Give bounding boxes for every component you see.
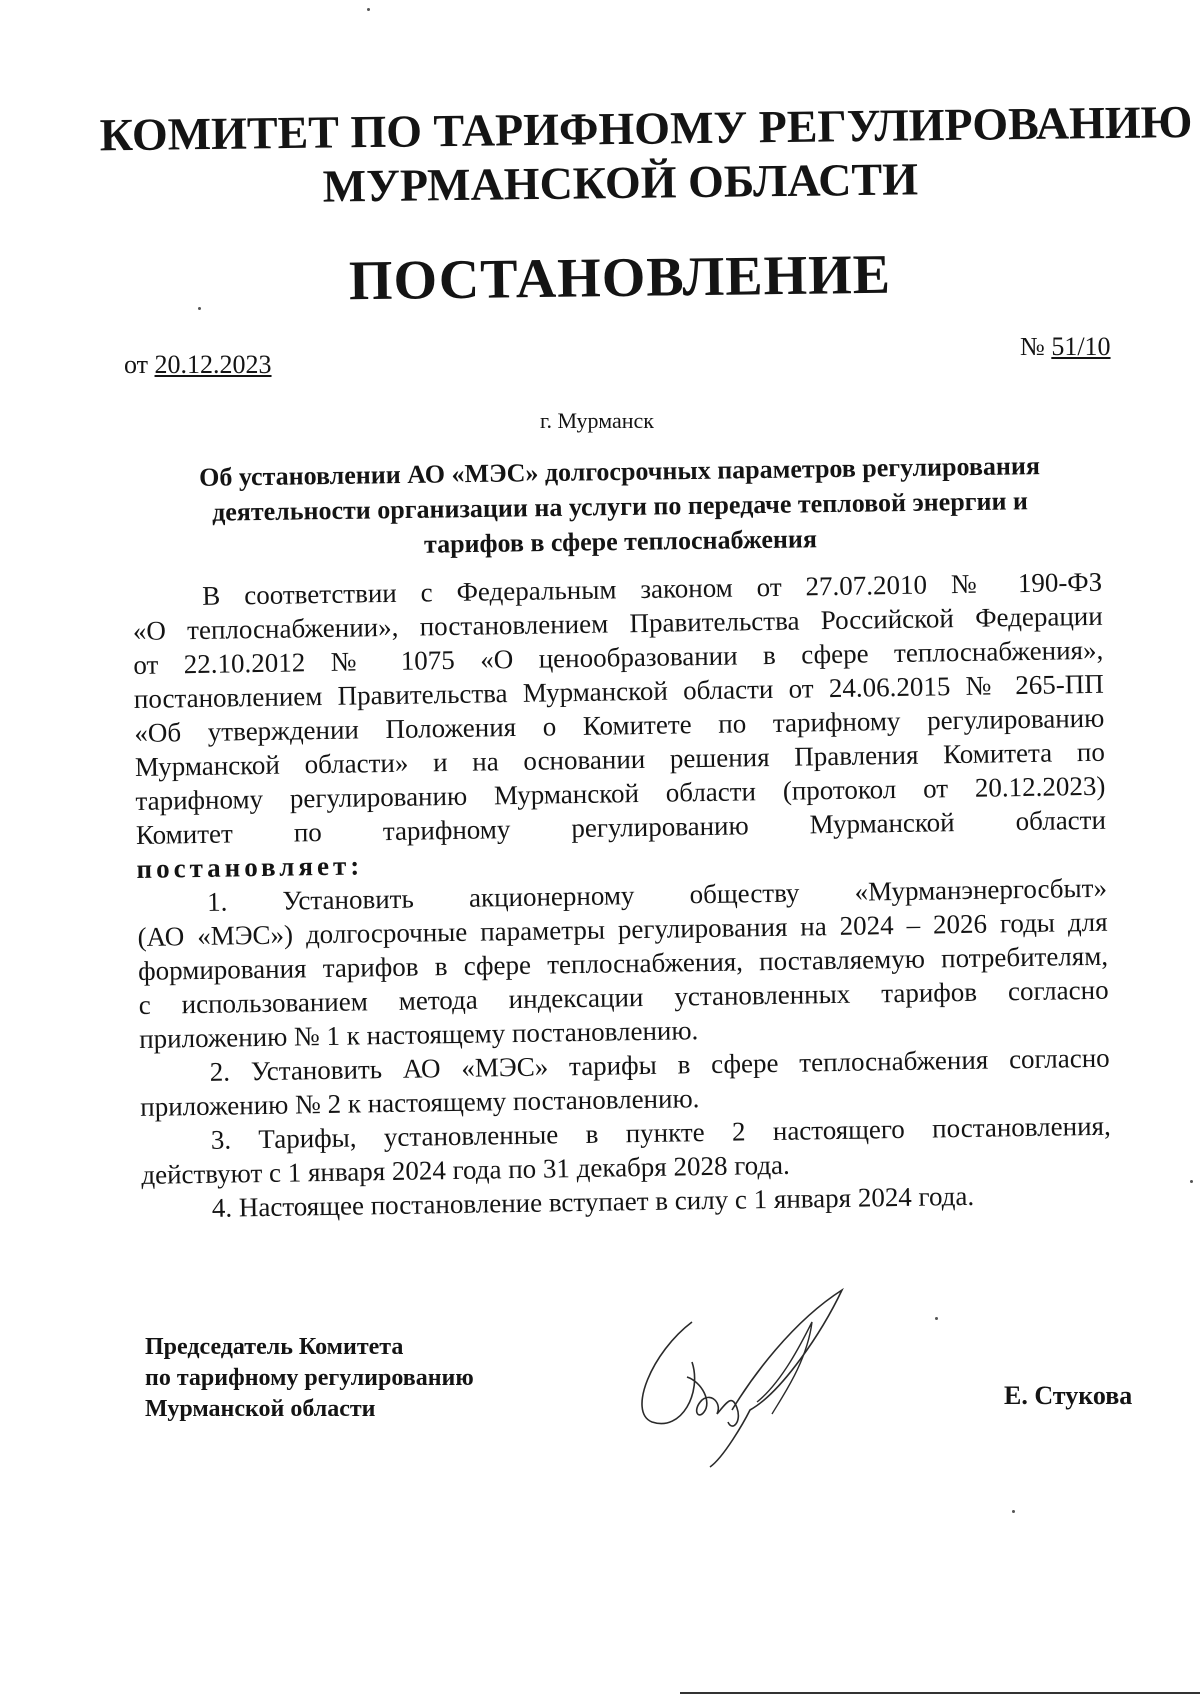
document-type: ПОСТАНОВЛЕНИЕ <box>348 243 892 313</box>
body-line: «О теплоснабжении», постановлением Правительства Российской Федерации <box>132 600 1103 646</box>
date-value: 20.12.2023 <box>154 350 272 379</box>
signatory-title <box>145 1332 474 1425</box>
city: г. Мурманск <box>540 408 654 433</box>
scan-speck <box>367 8 370 11</box>
clause-1-line: (АО «МЭС») долгосрочные параметры регулирования на 2024 – 2026 годы для <box>137 906 1108 952</box>
document-body <box>132 565 1112 1226</box>
subject-line: тарифов в сфере теплоснабжения <box>423 524 818 559</box>
date-prefix: от <box>124 350 149 379</box>
committee-title-line2: МУРМАНСКОЙ ОБЛАСТИ <box>322 153 919 212</box>
body-line: В соответствии с Федеральным законом от 27.07.2010 № 190-ФЗ <box>202 566 1103 611</box>
clause-4-line: 4. Настоящее постановление вступает в силу с 1 января 2024 года. <box>211 1180 975 1223</box>
clause-1-line: 1. Установить акционерному обществу «Мурманэнергосбыт» <box>206 872 1108 917</box>
body-line: Комитет по тарифному регулированию Мурманской области <box>135 804 1107 850</box>
committee-title <box>99 96 1193 217</box>
clause-2-line: приложению № 2 к настоящему постановлению. <box>140 1083 700 1122</box>
scan-edge-line <box>680 1692 1200 1694</box>
body-line: «Об утверждении Положения о Комитете по тарифному регулированию <box>134 702 1105 748</box>
committee-title-line1: КОМИТЕТ ПО ТАРИФНОМУ РЕГУЛИРОВАНИЮ <box>99 96 1193 161</box>
scan-speck <box>935 1317 938 1320</box>
subject-line: Об установлении АО «МЭС» долгосрочных параметров регулирования <box>198 451 1041 492</box>
body-line: постановлением Правительства Мурманской области от 24.06.2015 № 265-ПП <box>133 668 1104 714</box>
number-value: 51/10 <box>1051 332 1111 361</box>
scan-speck <box>198 307 201 310</box>
body-line: тарифному регулированию Мурманской области (протокол от 20.12.2023) <box>135 770 1106 816</box>
clause-1-line: с использованием метода индексации установленных тарифов согласно <box>138 974 1109 1020</box>
body-line: от 22.10.2012 № 1075 «О ценообразовании в сфере теплоснабжения», <box>133 634 1104 680</box>
clause-3-line: действуют с 1 января 2024 года по 31 декабря 2028 года. <box>141 1149 791 1190</box>
body-line: Мурманской области» и на основании решения Правления Комитета по <box>134 736 1106 782</box>
document-number <box>1020 332 1111 362</box>
clause-2-line: 2. Установить АО «МЭС» тарифы в сфере теплоснабжения согласно <box>209 1042 1110 1087</box>
signatory-title-line: Председатель Комитета <box>145 1334 404 1360</box>
clause-1-line: формирования тарифов в сфере теплоснабжения, поставляемую потребителям, <box>137 940 1109 986</box>
document-date <box>124 350 272 380</box>
subject-line: деятельности организации на услуги по передаче тепловой энергии и <box>211 486 1029 527</box>
signatory-name: Е. Стукова <box>1004 1381 1133 1410</box>
clause-1-line: приложению № 1 к настоящему постановлению. <box>138 1015 699 1054</box>
document-subject <box>129 447 1110 566</box>
scan-speck <box>1012 1510 1015 1513</box>
scan-speck <box>1190 1180 1193 1183</box>
signatory-title-line: Мурманской области <box>145 1396 376 1422</box>
signatory-title-line: по тарифному регулированию <box>145 1365 474 1391</box>
handwritten-signature <box>632 1282 862 1472</box>
resolves-word: постановляет: <box>136 850 364 884</box>
clause-3-line: 3. Тарифы, установленные в пункте 2 настоящего постановления, <box>210 1110 1111 1155</box>
number-prefix: № <box>1020 332 1045 361</box>
